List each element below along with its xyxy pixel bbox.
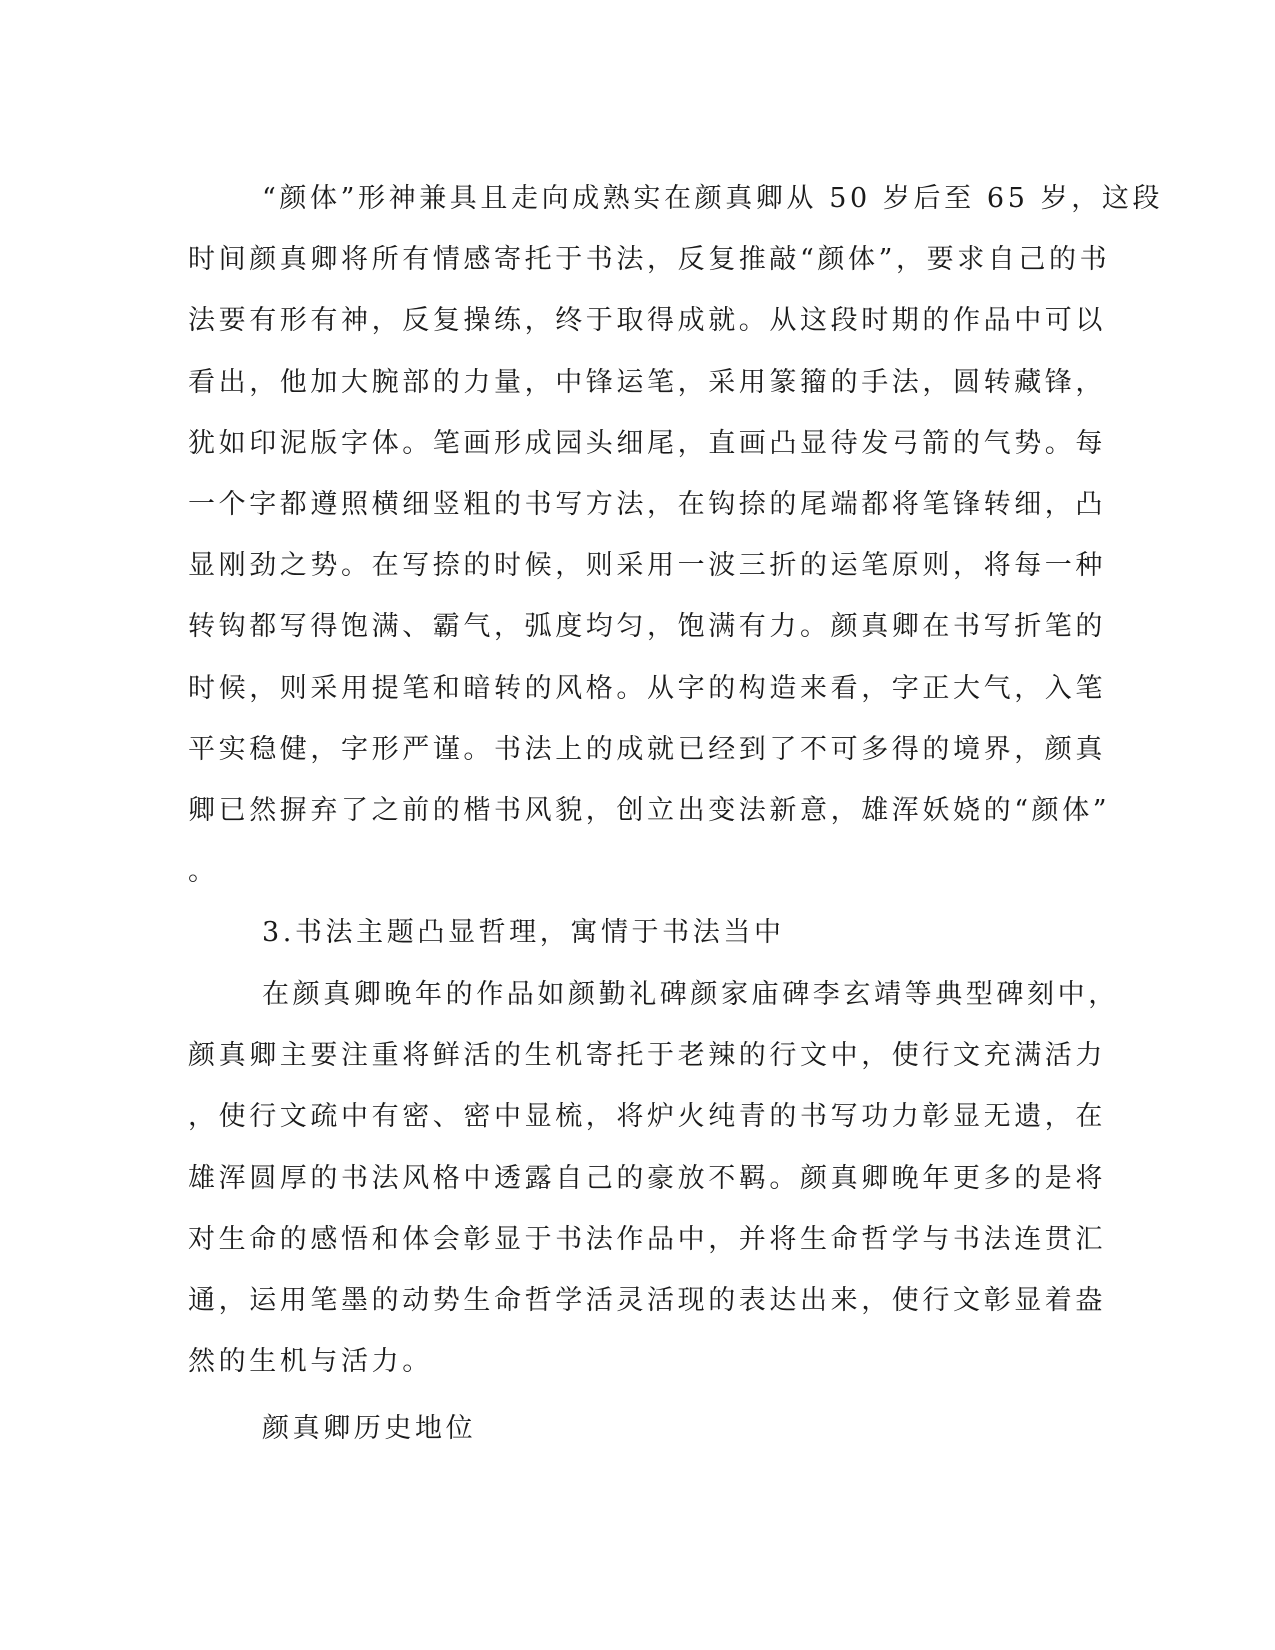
paragraph-line: 转钩都写得饱满、霸气，弧度均匀，饱满有力。颜真卿在书写折笔的 bbox=[188, 611, 1106, 643]
paragraph-line: 平实稳健，字形严谨。书法上的成就已经到了不可多得的境界，颜真 bbox=[188, 733, 1106, 765]
paragraph-line: 通，运用笔墨的动势生命哲学活灵活现的表达出来，使行文彰显着盎 bbox=[188, 1284, 1106, 1316]
paragraph-line: 。 bbox=[188, 856, 219, 888]
section-heading-3 bbox=[188, 902, 1068, 963]
paragraph-line: 在颜真卿晚年的作品如颜勤礼碑颜家庙碑李玄靖等典型碑刻中， bbox=[262, 979, 1119, 1010]
paragraph-line: 然的生机与活力。 bbox=[188, 1346, 433, 1378]
paragraph-line: 看出，他加大腕部的力量，中锋运笔，采用篆籀的手法，圆转藏锋， bbox=[188, 366, 1106, 398]
paragraph-yanti-maturity bbox=[188, 168, 1164, 902]
paragraph-line: 显刚劲之势。在写捺的时候，则采用一波三折的运笔原则，将每一种 bbox=[188, 550, 1106, 582]
paragraph-line: 颜真卿主要注重将鲜活的生机寄托于老辣的行文中，使行文充满活力 bbox=[188, 1040, 1106, 1072]
paragraph-line: 雄浑圆厚的书法风格中透露自己的豪放不羁。颜真卿晚年更多的是将 bbox=[188, 1162, 1106, 1194]
paragraph-line: 一个字都遵照横细竖粗的书写方法，在钩捺的尾端都将笔锋转细，凸 bbox=[188, 488, 1106, 520]
heading-text: 3.书法主题凸显哲理，寓情于书法当中 bbox=[262, 917, 785, 948]
paragraph-line: “颜体”形神兼具且走向成熟实在颜真卿从 50 岁后至 65 岁，这段 bbox=[262, 183, 1164, 214]
paragraph-line: 法要有形有神，反复操练，终于取得成就。从这段时期的作品中可以 bbox=[188, 305, 1106, 337]
paragraph-line: 时间颜真卿将所有情感寄托于书法，反复推敲“颜体”，要求自己的书 bbox=[188, 244, 1111, 276]
paragraph-line: 卿已然摒弃了之前的楷书风貌，创立出变法新意，雄浑妖娆的“颜体” bbox=[188, 794, 1111, 826]
heading-text: 颜真卿历史地位 bbox=[262, 1413, 477, 1444]
paragraph-line: ，使行文疏中有密、密中显梳，将炉火纯青的书写功力彰显无遗，在 bbox=[188, 1101, 1106, 1133]
paragraph-line: 时候，则采用提笔和暗转的风格。从字的构造来看，字正大气，入笔 bbox=[188, 672, 1106, 704]
section-heading-history bbox=[188, 1398, 1068, 1459]
paragraph-line: 对生命的感悟和体会彰显于书法作品中，并将生命哲学与书法连贯汇 bbox=[188, 1223, 1106, 1255]
paragraph-line: 犹如印泥版字体。笔画形成园头细尾，直画凸显待发弓箭的气势。每 bbox=[188, 427, 1106, 459]
paragraph-late-works bbox=[188, 964, 1119, 1392]
